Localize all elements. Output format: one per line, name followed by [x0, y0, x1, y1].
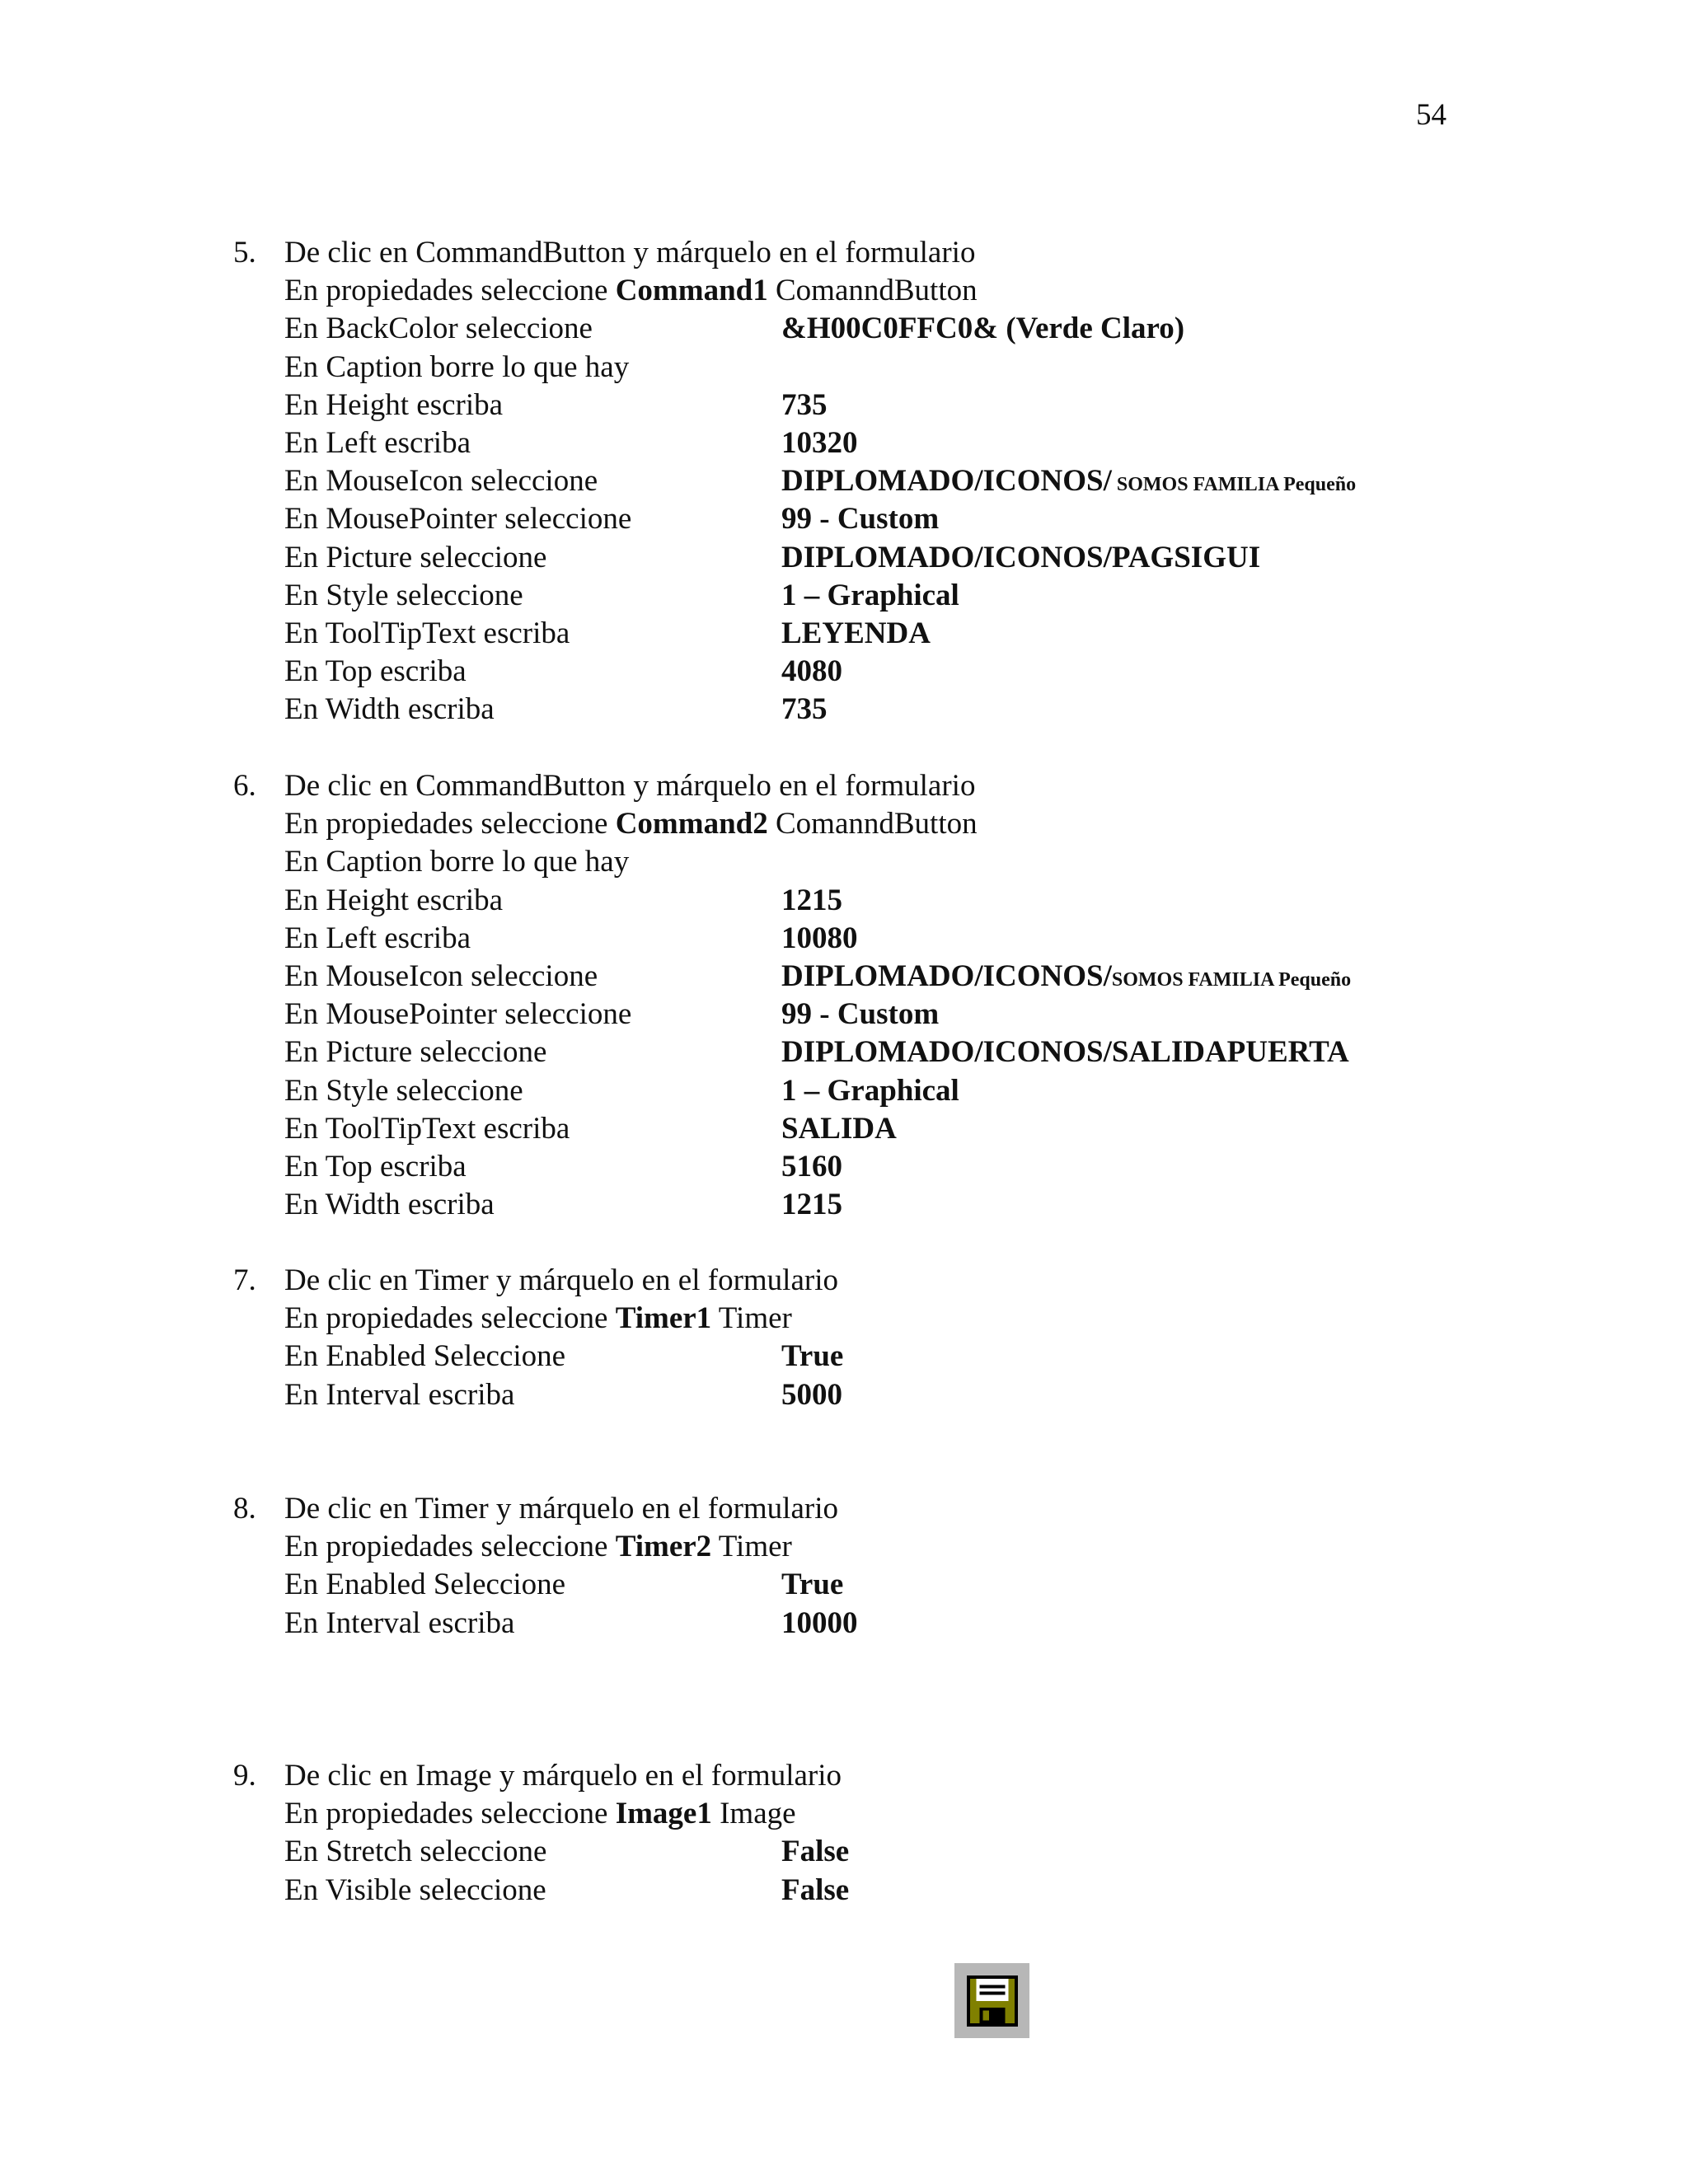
property-value: 10000 — [781, 1605, 858, 1640]
property-label: En MousePointer seleccione — [284, 997, 632, 1032]
step-intro-text: De clic en CommandButton y márquelo en el formulario — [284, 236, 976, 269]
property-value-group — [781, 462, 1356, 504]
property-row — [233, 539, 1470, 577]
property-row — [233, 1072, 1470, 1110]
property-value: DIPLOMADO/ICONOS/ — [781, 958, 1112, 993]
select-prefix: En propiedades seleccione — [284, 807, 616, 841]
property-row — [233, 387, 1470, 424]
property-label: En Style seleccione — [284, 578, 523, 612]
property-value: 1 – Graphical — [781, 578, 959, 612]
property-row — [233, 500, 1470, 538]
property-row — [233, 615, 1470, 653]
floppy-disk-icon — [967, 1975, 1018, 2027]
property-value: True — [781, 1568, 844, 1602]
property-row — [233, 996, 1470, 1033]
select-suffix: ComanndButton — [767, 274, 978, 308]
object-name: Image1 — [615, 1797, 712, 1831]
property-value: False — [781, 1835, 850, 1869]
property-value: 5000 — [781, 1377, 842, 1412]
property-value: LEYENDA — [781, 616, 931, 650]
property-label: En Visible seleccione — [284, 1872, 546, 1907]
property-row — [233, 1376, 1470, 1414]
property-label: En Caption borre lo que hay — [284, 349, 630, 384]
property-row — [233, 882, 1470, 920]
property-value: SALIDA — [781, 1111, 897, 1146]
property-value: 1215 — [781, 1188, 842, 1222]
object-name: Command2 — [615, 807, 768, 841]
property-label: En MouseIcon seleccione — [284, 958, 598, 993]
property-label: En Top escriba — [284, 1149, 467, 1183]
property-value-small: SOMOS FAMILIA Pequeño — [1111, 968, 1352, 991]
property-row — [233, 424, 1470, 462]
property-value: DIPLOMADO/ICONOS/PAGSIGUI — [781, 540, 1261, 574]
property-label: En Width escriba — [284, 692, 495, 727]
property-label: En Top escriba — [284, 654, 467, 689]
select-object-line — [233, 1795, 1470, 1833]
step-6 — [233, 767, 1470, 1224]
step-5 — [233, 234, 1470, 729]
property-label: En BackColor seleccione — [284, 312, 593, 346]
step-intro-text: De clic en Timer y márquelo en el formulario — [284, 1492, 838, 1526]
property-label: En Enabled Seleccione — [284, 1568, 566, 1602]
property-value: 735 — [781, 692, 828, 727]
select-prefix: En propiedades seleccione — [284, 1301, 616, 1336]
step-intro — [233, 1757, 1470, 1795]
step-intro-text: De clic en Timer y márquelo en el formulario — [284, 1263, 838, 1297]
step-7 — [233, 1262, 1470, 1414]
property-label: En Width escriba — [284, 1188, 495, 1222]
step-number: 9. — [233, 1759, 256, 1793]
property-value-group — [781, 958, 1351, 999]
property-row — [233, 653, 1470, 691]
property-row — [233, 920, 1470, 958]
property-row — [233, 1033, 1470, 1071]
step-intro — [233, 767, 1470, 805]
property-label: En Style seleccione — [284, 1073, 523, 1108]
save-button[interactable] — [954, 1963, 1029, 2038]
step-intro — [233, 234, 1470, 272]
property-label: En Interval escriba — [284, 1377, 515, 1412]
property-value: 1215 — [781, 883, 842, 917]
property-row — [233, 1872, 1470, 1910]
select-suffix: Image — [711, 1797, 796, 1831]
property-value: 735 — [781, 387, 828, 422]
property-row — [233, 1605, 1470, 1643]
property-row — [233, 1338, 1470, 1376]
select-object-line — [233, 805, 1470, 843]
step-intro-text: De clic en Image y márquelo en el formulario — [284, 1759, 842, 1793]
property-value: 1 – Graphical — [781, 1073, 959, 1108]
property-value: False — [781, 1872, 850, 1907]
select-prefix: En propiedades seleccione — [284, 1530, 616, 1564]
select-suffix: ComanndButton — [767, 807, 978, 841]
property-value: DIPLOMADO/ICONOS/SALIDAPUERTA — [781, 1035, 1349, 1070]
object-name: Timer1 — [615, 1301, 712, 1336]
step-intro-text: De clic en CommandButton y márquelo en el formulario — [284, 769, 976, 803]
property-value: 10080 — [781, 921, 858, 955]
step-number: 8. — [233, 1492, 256, 1526]
property-label: En Left escriba — [284, 425, 471, 460]
property-label: En Caption borre lo que hay — [284, 845, 630, 879]
property-label: En Stretch seleccione — [284, 1835, 547, 1869]
property-value: 4080 — [781, 654, 842, 689]
property-label: En ToolTipText escriba — [284, 616, 570, 650]
property-row — [233, 462, 1470, 500]
step-number: 6. — [233, 769, 256, 803]
object-name: Command1 — [615, 274, 768, 308]
property-row — [233, 843, 1470, 881]
property-label: En ToolTipText escriba — [284, 1111, 570, 1146]
select-prefix: En propiedades seleccione — [284, 1797, 616, 1831]
property-label: En MouseIcon seleccione — [284, 464, 598, 499]
property-row — [233, 1148, 1470, 1186]
select-suffix: Timer — [711, 1530, 792, 1564]
select-suffix: Timer — [711, 1301, 792, 1336]
property-row — [233, 310, 1470, 348]
property-label: En Interval escriba — [284, 1605, 515, 1640]
property-row — [233, 958, 1470, 996]
property-value: 99 - Custom — [781, 997, 940, 1032]
property-label: En Enabled Seleccione — [284, 1339, 566, 1374]
object-name: Timer2 — [615, 1530, 712, 1564]
step-intro — [233, 1262, 1470, 1300]
property-row — [233, 691, 1470, 729]
property-value: DIPLOMADO/ICONOS/ — [781, 464, 1112, 499]
property-value: 10320 — [781, 425, 858, 460]
property-label: En Height escriba — [284, 387, 504, 422]
property-value: &H00C0FFC0& (Verde Claro) — [781, 312, 1185, 346]
property-label: En Picture seleccione — [284, 540, 547, 574]
property-row — [233, 1110, 1470, 1148]
step-9 — [233, 1757, 1470, 1910]
step-number: 7. — [233, 1263, 256, 1297]
property-value-small: SOMOS FAMILIA Pequeño — [1111, 474, 1357, 496]
page-number: 54 — [1416, 98, 1447, 132]
step-number: 5. — [233, 236, 256, 269]
property-label: En Left escriba — [284, 921, 471, 955]
property-value: 5160 — [781, 1149, 842, 1183]
property-value: 99 - Custom — [781, 502, 940, 537]
property-row — [233, 577, 1470, 615]
property-label: En MousePointer seleccione — [284, 502, 632, 537]
step-intro — [233, 1490, 1470, 1528]
property-row — [233, 349, 1470, 387]
select-prefix: En propiedades seleccione — [284, 274, 616, 308]
select-object-line — [233, 1300, 1470, 1338]
property-row — [233, 1566, 1470, 1604]
step-8 — [233, 1490, 1470, 1643]
property-value: True — [781, 1339, 844, 1374]
property-row — [233, 1186, 1470, 1224]
property-label: En Height escriba — [284, 883, 504, 917]
select-object-line — [233, 272, 1470, 310]
property-row — [233, 1833, 1470, 1871]
select-object-line — [233, 1528, 1470, 1566]
property-label: En Picture seleccione — [284, 1035, 547, 1070]
